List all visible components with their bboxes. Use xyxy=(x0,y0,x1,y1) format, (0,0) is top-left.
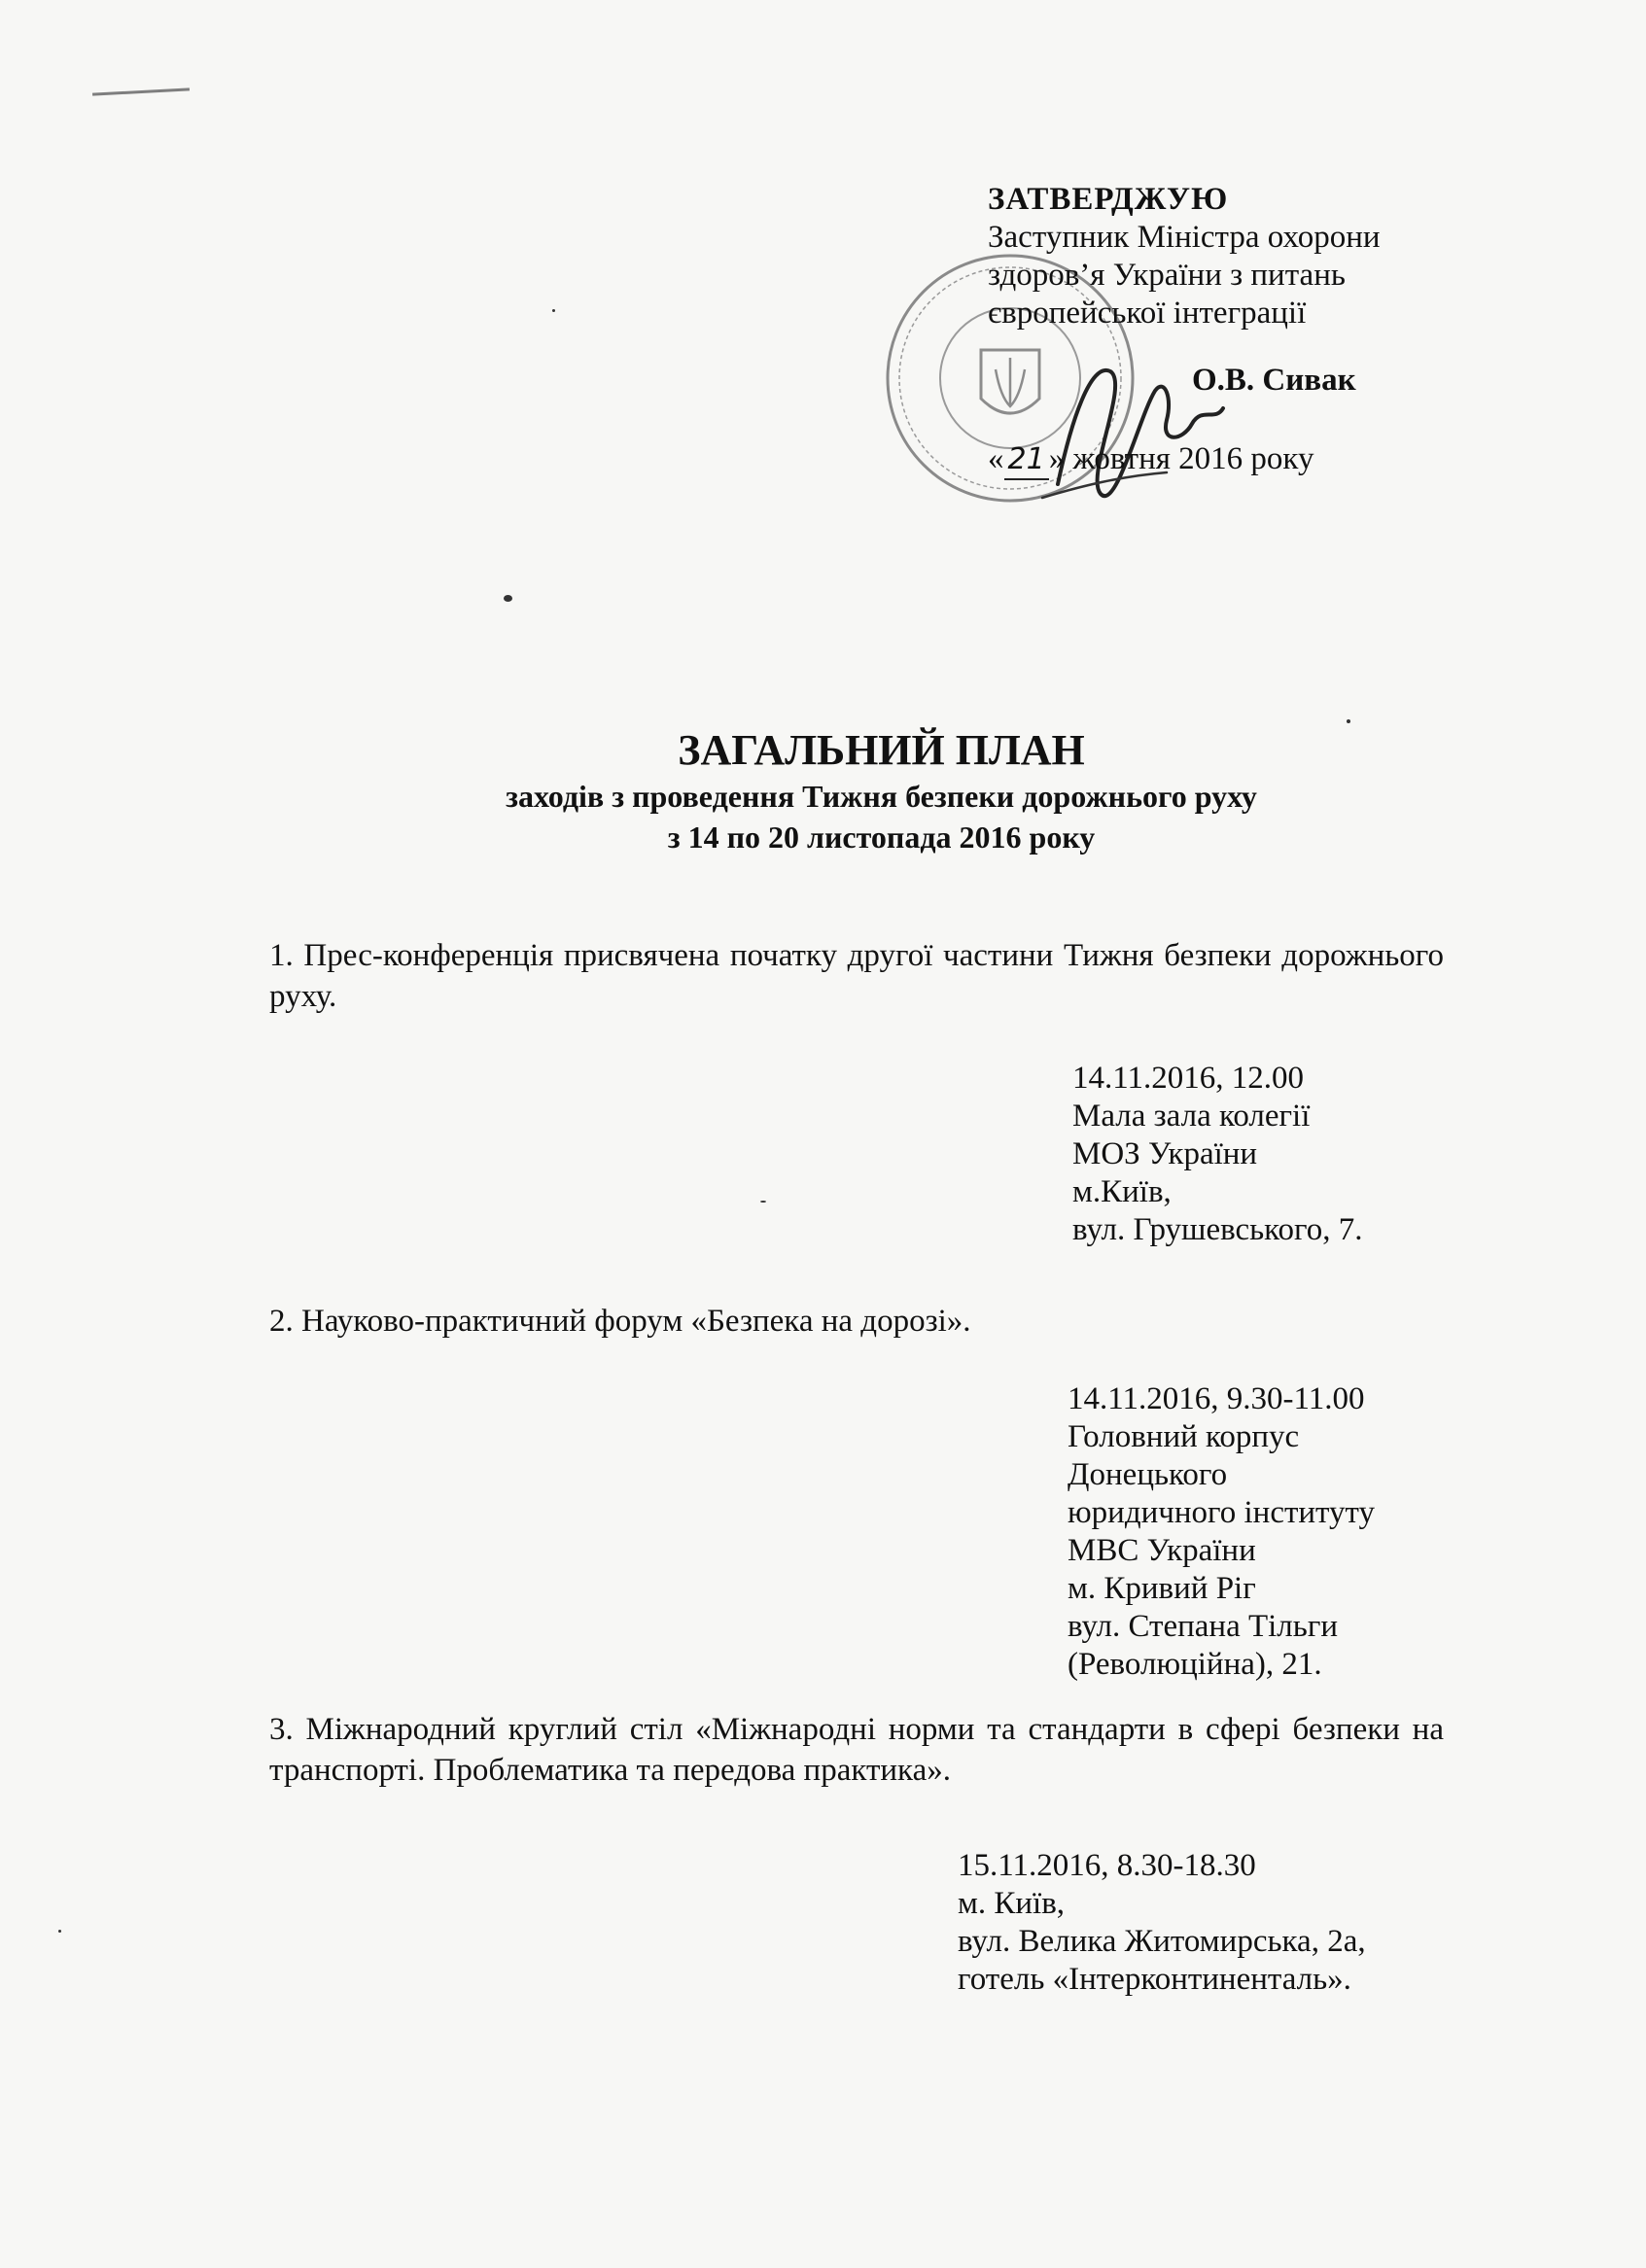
approval-heading: ЗАТВЕРДЖУЮ xyxy=(988,182,1229,217)
detail-line: м. Кривий Ріг xyxy=(1068,1571,1256,1606)
approval-block xyxy=(988,181,1474,480)
scan-speck xyxy=(552,309,555,312)
approval-position-line: здоров’я України з питань xyxy=(988,258,1346,293)
signer-name: О.В. Сивак xyxy=(1192,363,1356,398)
detail-line: м. Київ, xyxy=(958,1886,1066,1921)
scan-speck xyxy=(504,595,512,602)
detail-line: 14.11.2016, 9.30-11.00 xyxy=(1068,1381,1365,1416)
detail-line: м.Київ, xyxy=(1072,1174,1172,1209)
date-day-handwritten: 21 xyxy=(1004,440,1049,480)
scan-speck xyxy=(760,1201,766,1203)
plan-item-1-details xyxy=(1072,1060,1363,1249)
approval-position-line: Заступник Міністра охорони xyxy=(988,220,1381,255)
document-subtitle-line: заходів з проведення Тижня безпеки дорожнього руху xyxy=(506,779,1257,814)
plan-item-3-text: 3. Міжнародний круглий стіл «Міжнародні норми та стандарти в сфері безпеки на транспорті. Проблематика та передова практика». xyxy=(269,1712,1444,1788)
scan-speck xyxy=(58,1930,61,1933)
scan-artifact-line xyxy=(92,87,190,95)
plan-item-2-text: 2. Науково-практичний форум «Безпека на дорозі». xyxy=(269,1304,971,1339)
plan-item-3-details xyxy=(958,1847,1366,1999)
detail-line: Донецького xyxy=(1068,1457,1228,1492)
detail-line: Мала зала колегії xyxy=(1072,1099,1311,1134)
detail-line: вул. Грушевського, 7. xyxy=(1072,1212,1363,1247)
detail-line: вул. Велика Житомирська, 2а, xyxy=(958,1924,1366,1959)
scan-speck xyxy=(1347,719,1350,723)
detail-line: готель «Інтерконтиненталь». xyxy=(958,1962,1351,1997)
approval-position-line: європейської інтеграції xyxy=(988,296,1307,331)
detail-line: 14.11.2016, 12.00 xyxy=(1072,1061,1305,1096)
approval-date xyxy=(988,440,1474,480)
detail-line: МОЗ України xyxy=(1072,1136,1258,1171)
detail-line: МВС України xyxy=(1068,1533,1256,1568)
detail-line: юридичного інституту xyxy=(1068,1495,1376,1530)
document-title: ЗАГАЛЬНИЙ ПЛАН xyxy=(678,726,1085,774)
plan-item-2-details xyxy=(1068,1380,1375,1684)
plan-item-1-text: 1. Прес-конференція присвячена початку другої частини Тижня безпеки дорожнього руху. xyxy=(269,938,1444,1014)
detail-line: вул. Степана Тільги xyxy=(1068,1609,1339,1644)
date-open-quote: « xyxy=(988,441,1004,476)
detail-line: (Революційна), 21. xyxy=(1068,1647,1322,1682)
detail-line: 15.11.2016, 8.30-18.30 xyxy=(958,1848,1256,1883)
document-title-block xyxy=(0,725,1646,857)
document-subtitle-line: з 14 по 20 листопада 2016 року xyxy=(667,820,1096,855)
detail-line: Головний корпус xyxy=(1068,1419,1300,1454)
date-month-year: » жовтня 2016 року xyxy=(1048,441,1314,476)
